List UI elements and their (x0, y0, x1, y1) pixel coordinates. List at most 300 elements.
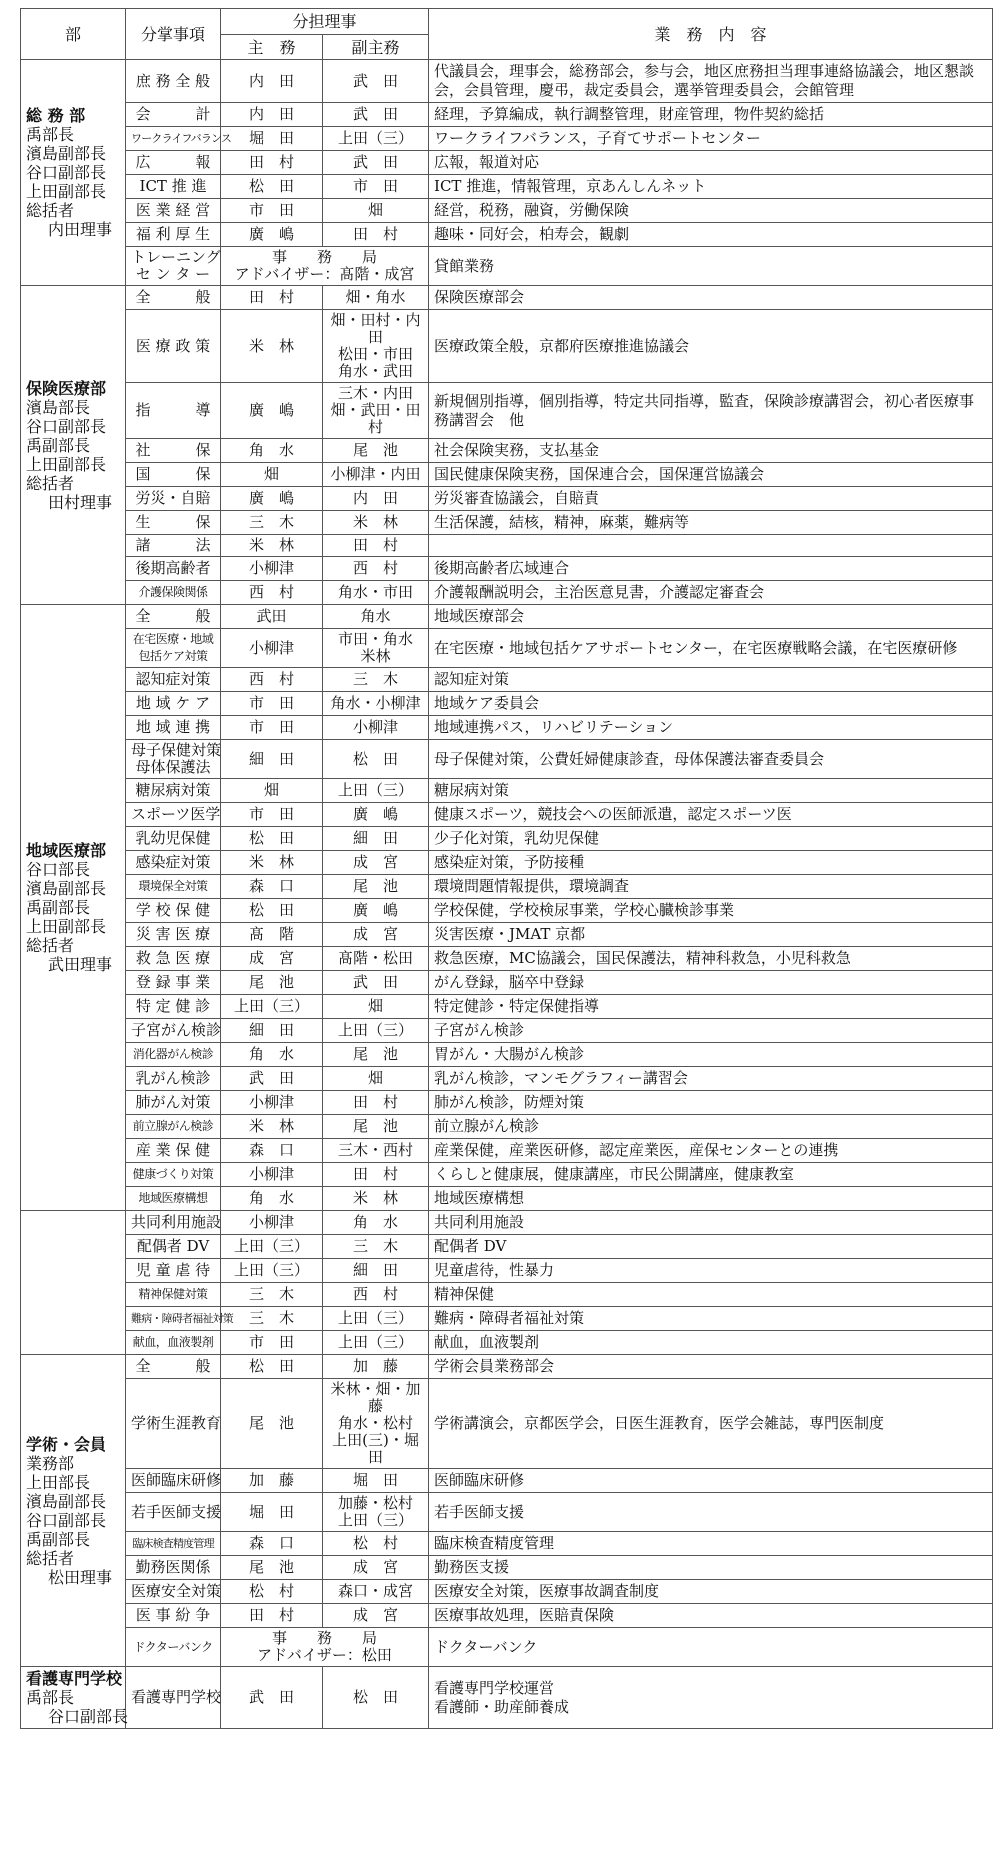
duty-label: セ ン タ ー (135, 265, 211, 283)
sub-director-cell (323, 1211, 429, 1235)
main-director-cell (221, 175, 323, 199)
content-cell: 学術会員業務部会 (429, 1355, 993, 1379)
duty-cell (126, 875, 221, 899)
adviser-line: 事 務 局 (272, 1629, 378, 1647)
main-director-cell (221, 487, 323, 511)
table-row (21, 899, 993, 923)
content-cell: 共同利用施設 (429, 1211, 993, 1235)
sub-director: 上田（三） (338, 129, 414, 147)
duty-cell (126, 1139, 221, 1163)
duty-label: 子宮がん検診 (131, 1021, 222, 1039)
content-cell: ワークライフバランス，子育てサポートセンター (429, 127, 993, 151)
main-director: 小柳津 (248, 1093, 294, 1111)
duty-label: 医 療 政 策 (135, 336, 211, 355)
sub-director: 西 村 (353, 559, 399, 577)
main-director-cell (221, 1067, 323, 1091)
table-row (21, 947, 993, 971)
sub-director-cell (323, 1187, 429, 1211)
table-row (21, 199, 993, 223)
sub-director: 上田（三） (338, 1309, 414, 1327)
table-header (21, 9, 993, 60)
duty-label: 全 般 (135, 288, 211, 306)
sub-director: 武 田 (353, 71, 399, 90)
dept-member: 田村理事 (48, 492, 113, 512)
main-director: 三 木 (248, 1309, 294, 1327)
duty-cell (126, 1163, 221, 1187)
sub-director-cell (323, 971, 429, 995)
content-cell: 代議員会，理事会，総務部会，参与会，地区庶務担当理事連絡協議会，地区懇談会，会員管理，慶弔，裁定委員会，選挙管理委員会，会館管理 (429, 60, 993, 103)
duty-cell (126, 1019, 221, 1043)
duty-label: 母体保護法 (135, 758, 211, 776)
table-row (21, 668, 993, 692)
duty-label: 庶 務 全 般 (135, 71, 211, 90)
table-row (21, 511, 993, 535)
sub-director-cell (323, 1355, 429, 1379)
sub-director: 角水 (360, 607, 391, 625)
sub-director: 三 木 (353, 1237, 399, 1255)
duty-label: 児 童 虐 待 (135, 1261, 211, 1279)
duty-cell (126, 605, 221, 629)
main-director-cell (221, 851, 323, 875)
table-row (21, 875, 993, 899)
table-row (21, 1493, 993, 1532)
sub-director: 尾 池 (353, 441, 399, 459)
sub-director: 米 林 (353, 513, 399, 531)
table-row (21, 1331, 993, 1355)
dept-member: 松田理事 (48, 1567, 113, 1587)
main-director: 松 田 (248, 829, 294, 847)
main-director: 小柳津 (248, 1213, 294, 1231)
content-cell: 子宮がん検診 (429, 1019, 993, 1043)
sub-director: 内 田 (353, 489, 399, 507)
main-director-cell (221, 557, 323, 581)
content-cell: 貸館業務 (429, 247, 993, 286)
duty-label: 乳がん検診 (135, 1069, 211, 1087)
main-director: 角 水 (248, 1189, 294, 1207)
content-cell: 認知症対策 (429, 668, 993, 692)
main-director: 上田（三） (233, 997, 309, 1015)
dept-member: 総括者 (26, 201, 75, 220)
sub-director: 田 村 (353, 225, 399, 243)
main-director-cell (221, 923, 323, 947)
sub-director-cell (323, 103, 429, 127)
table-row (21, 383, 993, 439)
dept-cell (21, 605, 126, 1211)
main-director-cell (221, 511, 323, 535)
main-director: 加 藤 (248, 1471, 294, 1489)
duty-assignment-table (20, 8, 993, 1729)
table-row (21, 1532, 993, 1556)
sub-director-cell (323, 127, 429, 151)
main-director-cell (221, 1379, 323, 1469)
sub-director-cell (323, 947, 429, 971)
content-cell: 経営，税務，融資，労働保険 (429, 199, 993, 223)
dept-name: 看護専門学校 (26, 1669, 123, 1688)
table-row (21, 1628, 993, 1667)
main-director-cell (221, 1187, 323, 1211)
content-cell: 後期高齢者広域連合 (429, 557, 993, 581)
main-director: 角 水 (248, 441, 294, 459)
duty-label: 指 導 (135, 401, 211, 419)
table-row (21, 1604, 993, 1628)
sub-director-cell (323, 151, 429, 175)
duty-label: 後期高齢者 (135, 559, 211, 577)
dept-member: 谷口部長 (26, 860, 91, 879)
main-director-cell (221, 103, 323, 127)
table-row (21, 463, 993, 487)
content-cell: 介護報酬説明会，主治医意見書，介護認定審査会 (429, 581, 993, 605)
content-cell: 臨床検査精度管理 (429, 1532, 993, 1556)
content-cell: 前立腺がん検診 (429, 1115, 993, 1139)
main-director-cell (221, 60, 323, 103)
main-director-cell (221, 629, 323, 668)
main-director: 角 水 (248, 1045, 294, 1063)
main-director-cell (221, 899, 323, 923)
sub-director-cell (323, 60, 429, 103)
sub-director-cell (323, 286, 429, 310)
main-director-cell (221, 1493, 323, 1532)
content-cell: 労災審査協議会，自賠責 (429, 487, 993, 511)
duty-label: 肺がん対策 (135, 1093, 211, 1111)
sub-director: 市 田 (353, 177, 399, 195)
sub-director-cell (323, 1580, 429, 1604)
duty-label: 環境保全対策 (138, 879, 208, 893)
main-director-cell (221, 199, 323, 223)
dept-member: 濱島部長 (26, 397, 91, 417)
duty-cell (126, 151, 221, 175)
main-director-cell (221, 947, 323, 971)
table-row (21, 605, 993, 629)
main-director: 武田 (256, 607, 287, 625)
adviser-cell (221, 1628, 429, 1667)
main-director: 武 田 (248, 1069, 294, 1087)
duty-label: 全 般 (135, 607, 211, 625)
duty-label: 福 利 厚 生 (135, 225, 211, 243)
duty-label: 地 域 ケ ア (135, 694, 211, 712)
content-cell: 保険医療部会 (429, 286, 993, 310)
duty-cell (126, 175, 221, 199)
duty-label: 在宅医療・地域 (132, 632, 214, 646)
duty-label: スポーツ医学 (131, 805, 221, 823)
dept-member: 内田理事 (48, 220, 113, 239)
sub-director-cell (323, 310, 429, 383)
table-row (21, 1580, 993, 1604)
sub-director: 角水・武田 (338, 362, 414, 380)
sub-director: 加 藤 (353, 1357, 399, 1375)
dept-member: 総括者 (26, 473, 75, 493)
duty-cell (126, 310, 221, 383)
dept-member: 禹部長 (26, 1688, 75, 1707)
sub-director-cell (323, 1091, 429, 1115)
duty-label: 介護保険関係 (138, 585, 208, 599)
duty-cell (126, 995, 221, 1019)
table-row (21, 1355, 993, 1379)
sub-director: 田 村 (353, 1093, 399, 1111)
sub-director-cell (323, 851, 429, 875)
duty-label: 難病・障碍者福祉対策 (131, 1312, 233, 1325)
main-director-cell (221, 1307, 323, 1331)
duty-cell (126, 1667, 221, 1729)
main-director-cell (221, 779, 323, 803)
sub-director: 松田・市田 (338, 345, 414, 363)
table-row (21, 1307, 993, 1331)
duty-label: 医 事 紛 争 (135, 1606, 211, 1624)
main-director: 田 村 (248, 153, 294, 171)
main-director-cell (221, 1469, 323, 1493)
main-director-cell (221, 1139, 323, 1163)
sub-director: 松 村 (353, 1534, 399, 1552)
sub-director: 畑 (368, 997, 384, 1015)
dept-member: 禹副部長 (26, 898, 91, 917)
duty-label: 災 害 医 療 (135, 925, 211, 943)
content-cell: 医療安全対策，医療事故調査制度 (429, 1580, 993, 1604)
main-director-cell (221, 1331, 323, 1355)
duty-label: 勤務医関係 (135, 1558, 211, 1576)
header-main: 主 務 (221, 35, 323, 60)
sub-director: 森口・成宮 (338, 1582, 414, 1600)
content-cell: 感染症対策，予防接種 (429, 851, 993, 875)
sub-director: 角 水 (353, 1213, 399, 1231)
sub-director-cell (323, 779, 429, 803)
dept-name: 地域医療部 (26, 841, 107, 860)
sub-director: 武 田 (353, 105, 399, 123)
content-cell: 胃がん・大腸がん検診 (429, 1043, 993, 1067)
table-row (21, 923, 993, 947)
main-director-cell (221, 535, 323, 557)
main-director-cell (221, 1283, 323, 1307)
sub-director-cell (323, 1532, 429, 1556)
content-cell: 在宅医療・地域包括ケアサポートセンター，在宅医療戦略会議，在宅医療研修 (429, 629, 993, 668)
dept-name: 保険医療部 (26, 378, 107, 398)
sub-director: 廣 嶋 (353, 805, 399, 823)
content-cell: 献血，血液製剤 (429, 1331, 993, 1355)
sub-director: 尾 池 (353, 1117, 399, 1135)
duty-label: 広 報 (135, 153, 211, 171)
table-row (21, 1235, 993, 1259)
dept-member: 禹部長 (26, 125, 75, 144)
table-row (21, 127, 993, 151)
table-row (21, 971, 993, 995)
content-cell: 配偶者 DV (429, 1235, 993, 1259)
duty-cell (126, 1469, 221, 1493)
dept-name: 学術・会員 (26, 1434, 107, 1454)
table-row (21, 1091, 993, 1115)
main-director: 市 田 (248, 1333, 294, 1351)
main-director: 三 木 (248, 513, 294, 531)
sub-director-cell (323, 668, 429, 692)
dept-member: 総括者 (26, 936, 75, 955)
duty-cell (126, 1580, 221, 1604)
header-sub: 副主務 (323, 35, 429, 60)
sub-director-cell (323, 995, 429, 1019)
table-row (21, 60, 993, 103)
table-row (21, 310, 993, 383)
table-body (21, 60, 993, 1729)
dept-member: 谷口副部長 (48, 1707, 129, 1726)
main-director: 小柳津 (248, 559, 294, 577)
table-row (21, 1469, 993, 1493)
main-director: 堀 田 (248, 129, 294, 147)
content-cell: 健康スポーツ，競技会への医師派遣，認定スポーツ医 (429, 803, 993, 827)
sub-director: 三木・西村 (338, 1141, 414, 1159)
duty-label: 全 般 (135, 1357, 211, 1375)
dept-cell (21, 1667, 129, 1729)
sub-director-cell (323, 1604, 429, 1628)
content-cell: 医療政策全般，京都府医療推進協議会 (429, 310, 993, 383)
sub-director-cell (323, 1469, 429, 1493)
sub-director: 米林 (360, 647, 391, 665)
duty-label: 学 校 保 健 (135, 901, 211, 919)
main-director: 森 口 (248, 1534, 294, 1552)
duty-label: 学術生涯教育 (131, 1414, 222, 1432)
header-dept: 部 (21, 9, 126, 60)
duty-cell (126, 199, 221, 223)
sub-director-cell (323, 716, 429, 740)
table-row (21, 175, 993, 199)
sub-director-cell (323, 557, 429, 581)
duty-label: 地 域 連 携 (135, 718, 211, 736)
main-director-cell (221, 716, 323, 740)
dept-member: 禹副部長 (26, 435, 91, 455)
main-director: 内 田 (248, 105, 294, 123)
dept-member: 禹副部長 (26, 1529, 91, 1549)
duty-cell (126, 692, 221, 716)
adviser-cell (221, 247, 429, 286)
sub-director: 堀 田 (353, 1471, 399, 1489)
duty-cell (126, 1307, 233, 1331)
duty-label: 地域医療構想 (138, 1191, 208, 1205)
sub-director-cell (323, 1493, 429, 1532)
main-director: 髙 階 (248, 925, 294, 943)
duty-label: トレーニング (131, 248, 221, 266)
main-director-cell (221, 127, 323, 151)
sub-director-cell (323, 1115, 429, 1139)
sub-director-cell (323, 1235, 429, 1259)
sub-director: 尾 池 (353, 1045, 399, 1063)
table-row (21, 803, 993, 827)
duty-label: 乳幼児保健 (135, 829, 211, 847)
main-director-cell (221, 740, 323, 779)
sub-director: 上田（三） (338, 1021, 414, 1039)
table-row (21, 535, 993, 557)
content-cell: 乳がん検診，マンモグラフィー講習会 (429, 1067, 993, 1091)
sub-director: 角水・小柳津 (330, 694, 421, 712)
sub-director: 畑 (368, 201, 384, 219)
duty-cell (126, 1493, 221, 1532)
main-director: 松 田 (248, 177, 294, 195)
sub-director-cell (323, 199, 429, 223)
sub-director: 畑・田村・内田 (330, 311, 421, 346)
duty-label: 健康づくり対策 (132, 1167, 214, 1181)
duty-cell (126, 247, 221, 286)
sub-director: 加藤・松村 (338, 1494, 414, 1512)
sub-director-cell (323, 535, 429, 557)
main-director-cell (221, 1580, 323, 1604)
main-director: 西 村 (248, 583, 294, 601)
duty-cell (126, 1604, 221, 1628)
duty-cell (126, 923, 221, 947)
sub-director: 畑 (368, 1069, 384, 1087)
main-director-cell (221, 1163, 323, 1187)
sub-director: 畑・武田・田村 (330, 401, 421, 436)
content-cell: 経理，予算編成，執行調整管理，財産管理，物件契約総括 (429, 103, 993, 127)
sub-director-cell (323, 899, 429, 923)
main-director-cell (221, 383, 323, 439)
sub-director: 細 田 (353, 1261, 399, 1279)
content-cell: ICT 推進，情報管理，京あんしんネット (429, 175, 993, 199)
main-director-cell (221, 803, 323, 827)
main-director: 上田（三） (233, 1237, 309, 1255)
duty-cell (126, 1355, 221, 1379)
duty-label: 献血，血液製剤 (132, 1335, 214, 1349)
duty-label: 感染症対策 (135, 853, 211, 871)
duty-cell (126, 899, 221, 923)
duty-cell (126, 463, 221, 487)
table-row (21, 247, 993, 286)
content-cell: 肺がん検診，防煙対策 (429, 1091, 993, 1115)
main-director: 内 田 (248, 71, 294, 90)
sub-director: 松 田 (353, 1688, 399, 1706)
main-director-cell (221, 692, 323, 716)
main-director-cell (221, 1235, 323, 1259)
table-row (21, 151, 993, 175)
duty-cell (126, 223, 221, 247)
dept-name: 総 務 部 (26, 106, 86, 125)
sub-director: 上田（三） (338, 1511, 414, 1529)
table-row (21, 1211, 993, 1235)
sub-director: 田 村 (353, 536, 399, 554)
content-cell: 救急医療，MC協議会，国民保護法，精神科救急，小児科救急 (429, 947, 993, 971)
content-cell: 国民健康保険実務，国保連合会，国保運営協議会 (429, 463, 993, 487)
table-row (21, 827, 993, 851)
sub-director: 成 宮 (353, 925, 399, 943)
dept-member: 谷口副部長 (26, 1510, 107, 1530)
table-row (21, 1139, 993, 1163)
main-director-cell (221, 1604, 323, 1628)
main-director-cell (221, 1355, 323, 1379)
main-director: 尾 池 (248, 973, 294, 991)
main-director: 廣 嶋 (248, 225, 294, 243)
sub-director-cell (323, 439, 429, 463)
sub-director: 田 村 (353, 1165, 399, 1183)
dept-member: 上田部長 (26, 1472, 91, 1492)
main-director-cell (221, 1259, 323, 1283)
sub-director-cell (323, 383, 429, 439)
duty-label: ドクターバンク (133, 1639, 213, 1654)
sub-director-cell (323, 223, 429, 247)
dept-member: 濱島副部長 (26, 144, 107, 163)
main-director-cell (221, 875, 323, 899)
dept-cell (21, 60, 126, 286)
main-director-cell (221, 439, 323, 463)
table-row (21, 1067, 993, 1091)
main-director: 市 田 (248, 718, 294, 736)
content-cell: 災害医療・JMAT 京都 (429, 923, 993, 947)
sub-director: 米林・畑・加藤 (330, 1380, 421, 1415)
main-director-cell (221, 1532, 323, 1556)
duty-cell (126, 60, 221, 103)
main-director: 細 田 (248, 1021, 294, 1039)
duty-cell (126, 803, 221, 827)
duty-label: 配偶者 DV (136, 1237, 210, 1255)
content-cell: 児童虐待，性暴力 (429, 1259, 993, 1283)
main-director: 米 林 (248, 1117, 294, 1135)
table-row (21, 581, 993, 605)
sub-director-cell (323, 1379, 429, 1469)
document-page (20, 8, 992, 1729)
main-director-cell (221, 1091, 323, 1115)
sub-director-cell (323, 511, 429, 535)
